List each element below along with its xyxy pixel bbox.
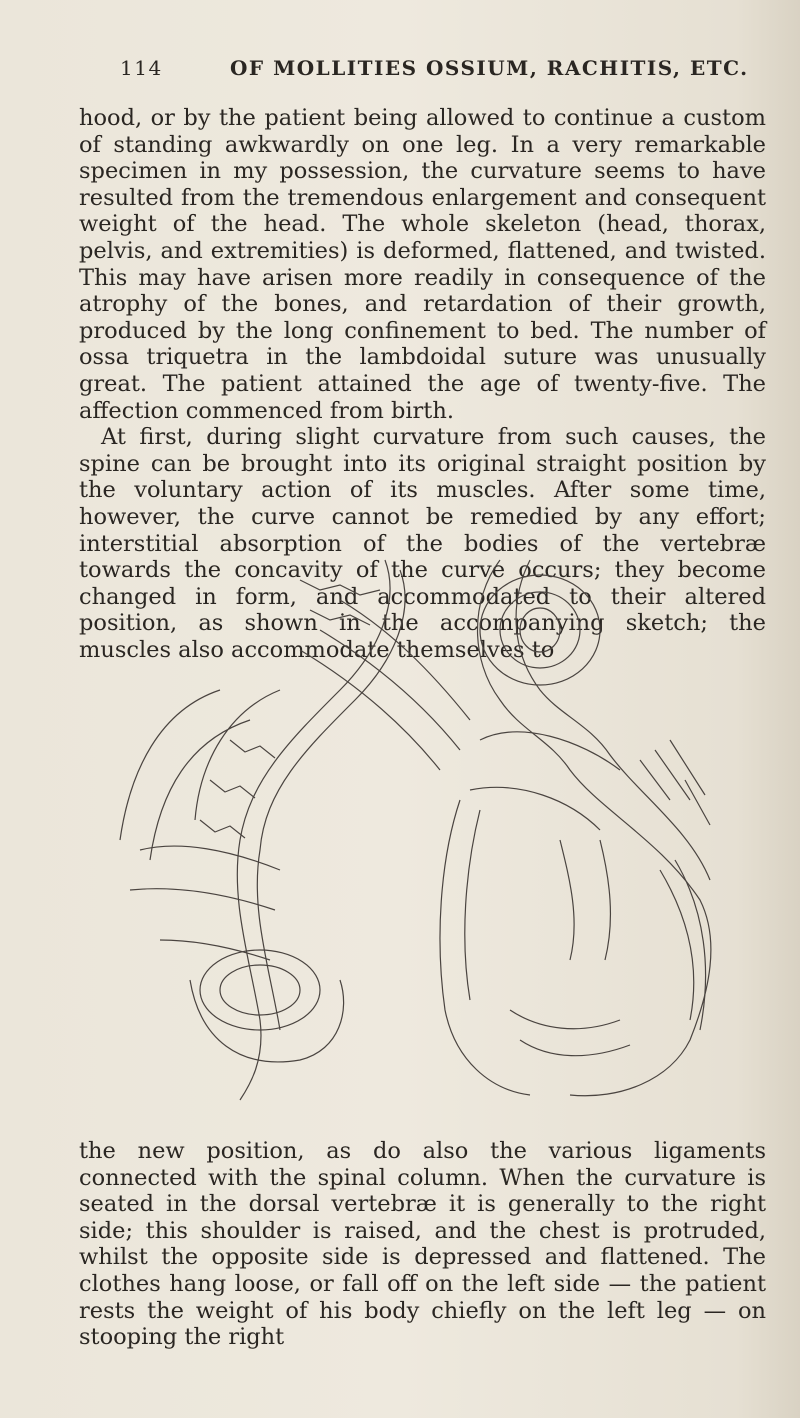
paragraph: the new position, as do also the various ligaments connected with the spinal column. When the curvature is seated in the dorsal vertebræ it is generally to the right side; this shoulder is raised, and the chest is protruded, whilst the opposite side is depressed and flattened. The clothes hang loose, or fall off on the left side — the patient rests the weight of his body chiefly on the left leg — on stooping the right — [79, 1138, 766, 1351]
paragraph: hood, or by the patient being allowed to continue a custom of standing awkwardly on one leg. In a very remarkable specimen in my possession, the curvature seems to have resulted from the tremendous enlargement and consequent weight of the head. The whole skeleton (head, thorax, pelvis, and extremities) is deformed, flattened, and twisted. This may have arisen more readily in consequence of the atrophy of the bones, and retardation of their growth, produced by the long confinement to bed. The number of ossa triquetra in the lambdoidal suture was unusually great. The patient attained the age of twenty-five. The affection commenced from birth. — [79, 105, 766, 424]
paragraph: At first, during slight curvature from such causes, the spine can be brought into its original straight position by the voluntary action of its muscles. After some time, however, the curve cannot be remedied by any effort; interstitial absorption of the bodies of the vertebræ towards the concavity of the curve occurs; they become changed in form, and accommodated to their altered position, as shown in the accompanying sketch; the muscles also accommodate themselves to — [79, 424, 766, 663]
text-block-bottom — [79, 1138, 766, 1351]
spine-curvature-illustration — [100, 540, 740, 1120]
running-title: OF MOLLITIES OSSIUM, RACHITIS, ETC. — [230, 56, 749, 80]
page-number: 114 — [120, 56, 163, 80]
